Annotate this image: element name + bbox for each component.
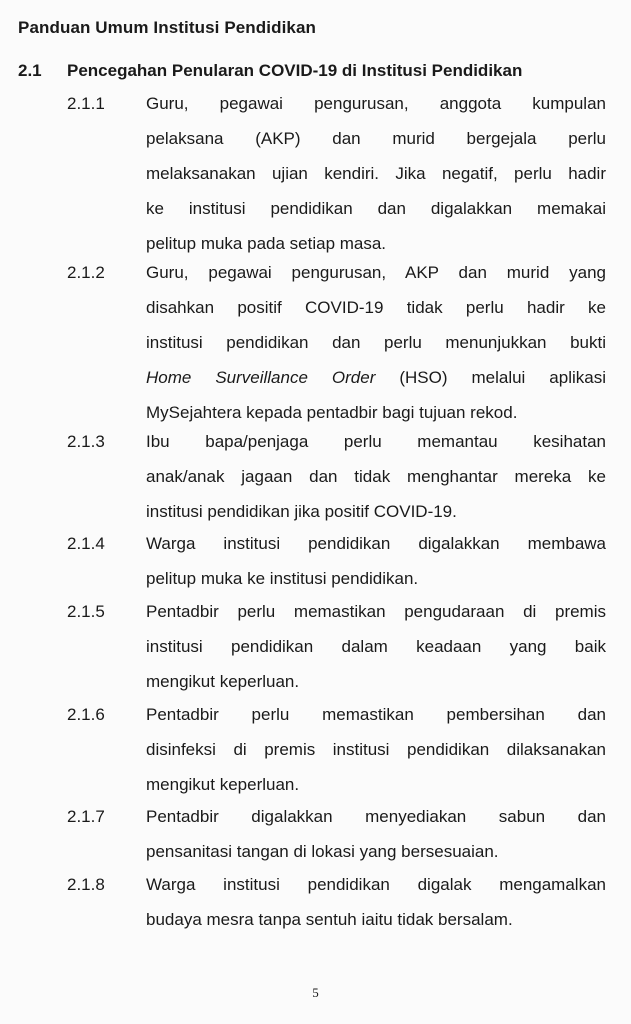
- section-number: 2.1: [18, 61, 42, 80]
- item-line: mengikut keperluan.: [146, 672, 300, 691]
- item-text: [146, 594, 606, 699]
- item-line: pensanitasi tangan di lokasi yang bersesuaian.: [146, 842, 499, 861]
- item-text: [146, 697, 606, 802]
- item-number: 2.1.2: [67, 263, 105, 282]
- item-line: budaya mesra tanpa sentuh iaitu tidak bersalam.: [146, 910, 513, 929]
- item-line: disinfeksi di premis institusi pendidikan dilaksanakan: [146, 740, 606, 759]
- item-line: Ibu bapa/penjaga perlu memantau kesihatan: [146, 432, 606, 451]
- item-line: ke institusi pendidikan dan digalakkan memakai: [146, 199, 606, 218]
- item-number: 2.1.5: [67, 602, 105, 621]
- item-line-italic-phrase: [146, 360, 606, 395]
- section-title: Pencegahan Penularan COVID-19 di Institusi Pendidikan: [67, 61, 523, 80]
- item-number: 2.1.4: [67, 534, 105, 553]
- item-line: Pentadbir perlu memastikan pembersihan dan: [146, 705, 606, 724]
- item-text: [146, 255, 606, 430]
- item-number: 2.1.6: [67, 705, 105, 724]
- item-line: pelitup muka pada setiap masa.: [146, 234, 387, 253]
- item-line: MySejahtera kepada pentadbir bagi tujuan rekod.: [146, 403, 518, 422]
- item-line: pelaksana (AKP) dan murid bergejala perlu: [146, 129, 606, 148]
- item-line: institusi pendidikan dalam keadaan yang baik: [146, 637, 606, 656]
- item-line: Pentadbir digalakkan menyediakan sabun dan: [146, 807, 606, 826]
- item-line: disahkan positif COVID-19 tidak perlu hadir ke: [146, 298, 606, 317]
- item-line: Guru, pegawai pengurusan, anggota kumpulan: [146, 94, 606, 113]
- italic-line-rest: (HSO) melalui aplikasi: [375, 368, 606, 387]
- item-line: mengikut keperluan.: [146, 775, 300, 794]
- item-line: Pentadbir perlu memastikan pengudaraan di premis: [146, 602, 606, 621]
- item-line: institusi pendidikan jika positif COVID-19.: [146, 502, 457, 521]
- item-text: [146, 526, 606, 596]
- italic-phrase: Home Surveillance Order: [146, 368, 376, 387]
- item-line: Warga institusi pendidikan digalakkan membawa: [146, 534, 606, 553]
- item-number: 2.1.1: [67, 94, 105, 113]
- document-title: Panduan Umum Institusi Pendidikan: [18, 18, 317, 37]
- item-line: melaksanakan ujian kendiri. Jika negatif, perlu hadir: [146, 164, 606, 183]
- item-line: Guru, pegawai pengurusan, AKP dan murid yang: [146, 263, 606, 282]
- item-text: [146, 86, 606, 261]
- item-line: Warga institusi pendidikan digalak mengamalkan: [146, 875, 606, 894]
- item-number: 2.1.3: [67, 432, 105, 451]
- item-line: institusi pendidikan dan perlu menunjukkan bukti: [146, 333, 606, 352]
- item-text: [146, 867, 606, 937]
- item-text: [146, 799, 606, 869]
- item-line: anak/anak jagaan dan tidak menghantar mereka ke: [146, 467, 606, 486]
- item-number: 2.1.8: [67, 875, 105, 894]
- page-number: 5: [312, 985, 319, 1000]
- item-text: [146, 424, 606, 529]
- item-line: pelitup muka ke institusi pendidikan.: [146, 569, 419, 588]
- item-number: 2.1.7: [67, 807, 105, 826]
